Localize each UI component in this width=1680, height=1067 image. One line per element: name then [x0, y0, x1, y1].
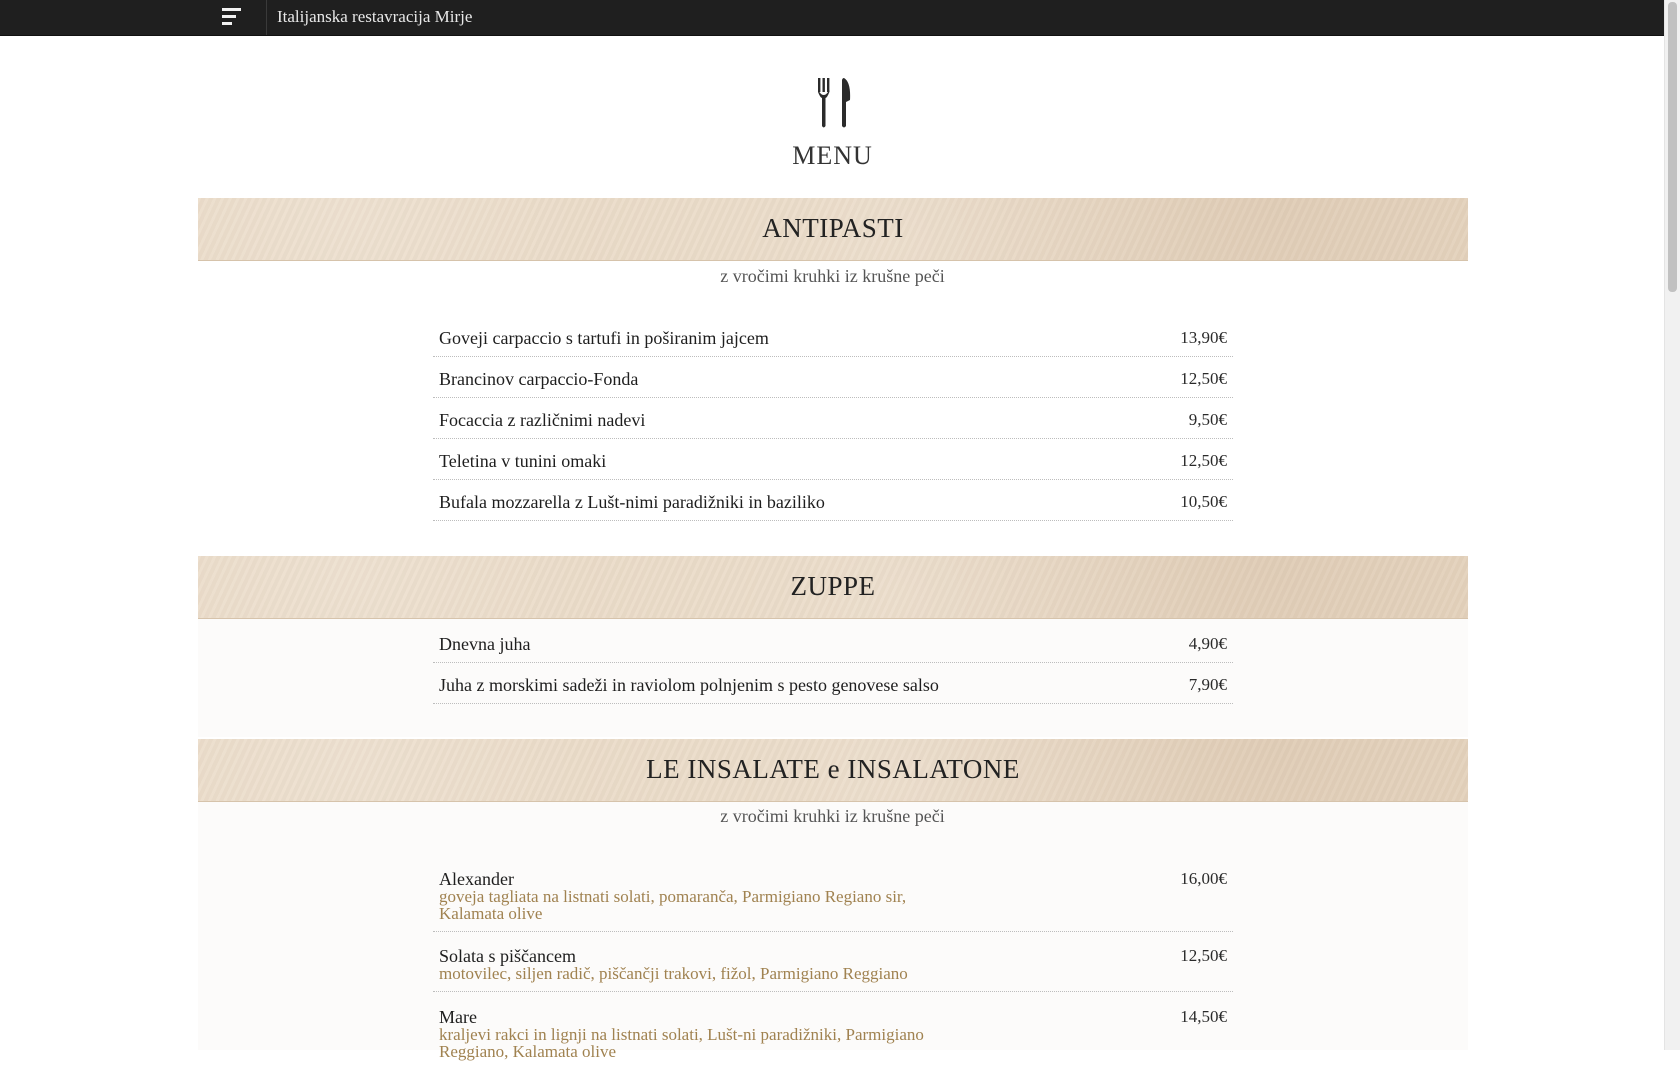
section-subtitle: z vročimi kruhki iz krušne peči [720, 806, 945, 826]
menu-item-price: 4,90€ [1188, 634, 1227, 653]
menu-item-name: Mare [439, 1007, 477, 1027]
top-navigation-bar [0, 0, 1665, 36]
menu-item [433, 328, 1233, 357]
menu-item-price: 10,50€ [1180, 492, 1227, 511]
menu-item-name: Teletina v tunini omaki [439, 451, 607, 471]
menu-item [433, 410, 1233, 439]
menu-title: MENU [792, 141, 873, 170]
menu-item [433, 869, 1233, 932]
menu-item [433, 1007, 1233, 1067]
menu-item-name: Dnevna juha [439, 634, 531, 654]
menu-item-name: Alexander [439, 869, 514, 889]
section-title: ZUPPE [790, 571, 876, 601]
menu-item-price: 9,50€ [1188, 410, 1227, 429]
menu-item-name: Bufala mozzarella z Lušt-nimi paradižniki in baziliko [439, 492, 825, 512]
menu-item [433, 946, 1233, 992]
menu-item [433, 369, 1233, 398]
menu-item-price: 12,50€ [1180, 369, 1227, 388]
menu-item-price: 12,50€ [1180, 451, 1227, 470]
site-title[interactable]: Italijanska restavracija Mirje [277, 7, 473, 26]
section-header-antipasti [198, 198, 1468, 261]
menu-item-price: 14,50€ [1180, 1007, 1227, 1026]
menu-item-name: Brancinov carpaccio-Fonda [439, 369, 639, 389]
menu-item-price: 16,00€ [1180, 869, 1227, 888]
hamburger-menu-icon [222, 8, 241, 11]
menu-item-price: 12,50€ [1180, 946, 1227, 965]
menu-item-name: Focaccia z različnimi nadevi [439, 410, 646, 430]
menu-page [0, 36, 1665, 1061]
section-header-insalate [198, 739, 1468, 802]
menu-item-description: kraljevi rakci in lignji na listnati solati, Lušt-ni paradižniki, Parmigiano Reggiano, Kalamata olive [439, 1025, 924, 1061]
menu-item-price: 13,90€ [1180, 328, 1227, 347]
section-subtitle: z vročimi kruhki iz krušne peči [720, 266, 945, 286]
section-header-zuppe [198, 556, 1468, 619]
menu-toggle-button[interactable] [198, 0, 267, 35]
menu-item-name: Goveji carpaccio s tartufi in poširanim jajcem [439, 328, 769, 348]
fork-knife-icon [812, 76, 856, 130]
scrollbar-thumb[interactable] [1668, 2, 1677, 292]
menu-item [433, 451, 1233, 480]
menu-item-description: goveja tagliata na listnati solati, pomaranča, Parmigiano Regiano sir, Kalamata olive [439, 887, 907, 923]
menu-item [433, 492, 1233, 521]
section-title: ANTIPASTI [762, 213, 904, 243]
menu-item-description: motovilec, siljen radič, piščančji trakovi, fižol, Parmigiano Reggiano [439, 964, 908, 983]
menu-item-name: Juha z morskimi sadeži in raviolom polnjenim s pesto genovese salso [439, 675, 939, 695]
menu-item-price: 7,90€ [1188, 675, 1227, 694]
vertical-scrollbar[interactable] [1664, 0, 1680, 1050]
hamburger-menu-icon-line [222, 15, 236, 18]
menu-item [433, 634, 1233, 663]
hamburger-menu-icon-line [222, 22, 232, 25]
menu-item-name: Solata s piščancem [439, 946, 576, 966]
section-title: LE INSALATE e INSALATONE [646, 754, 1020, 784]
menu-item [433, 675, 1233, 704]
